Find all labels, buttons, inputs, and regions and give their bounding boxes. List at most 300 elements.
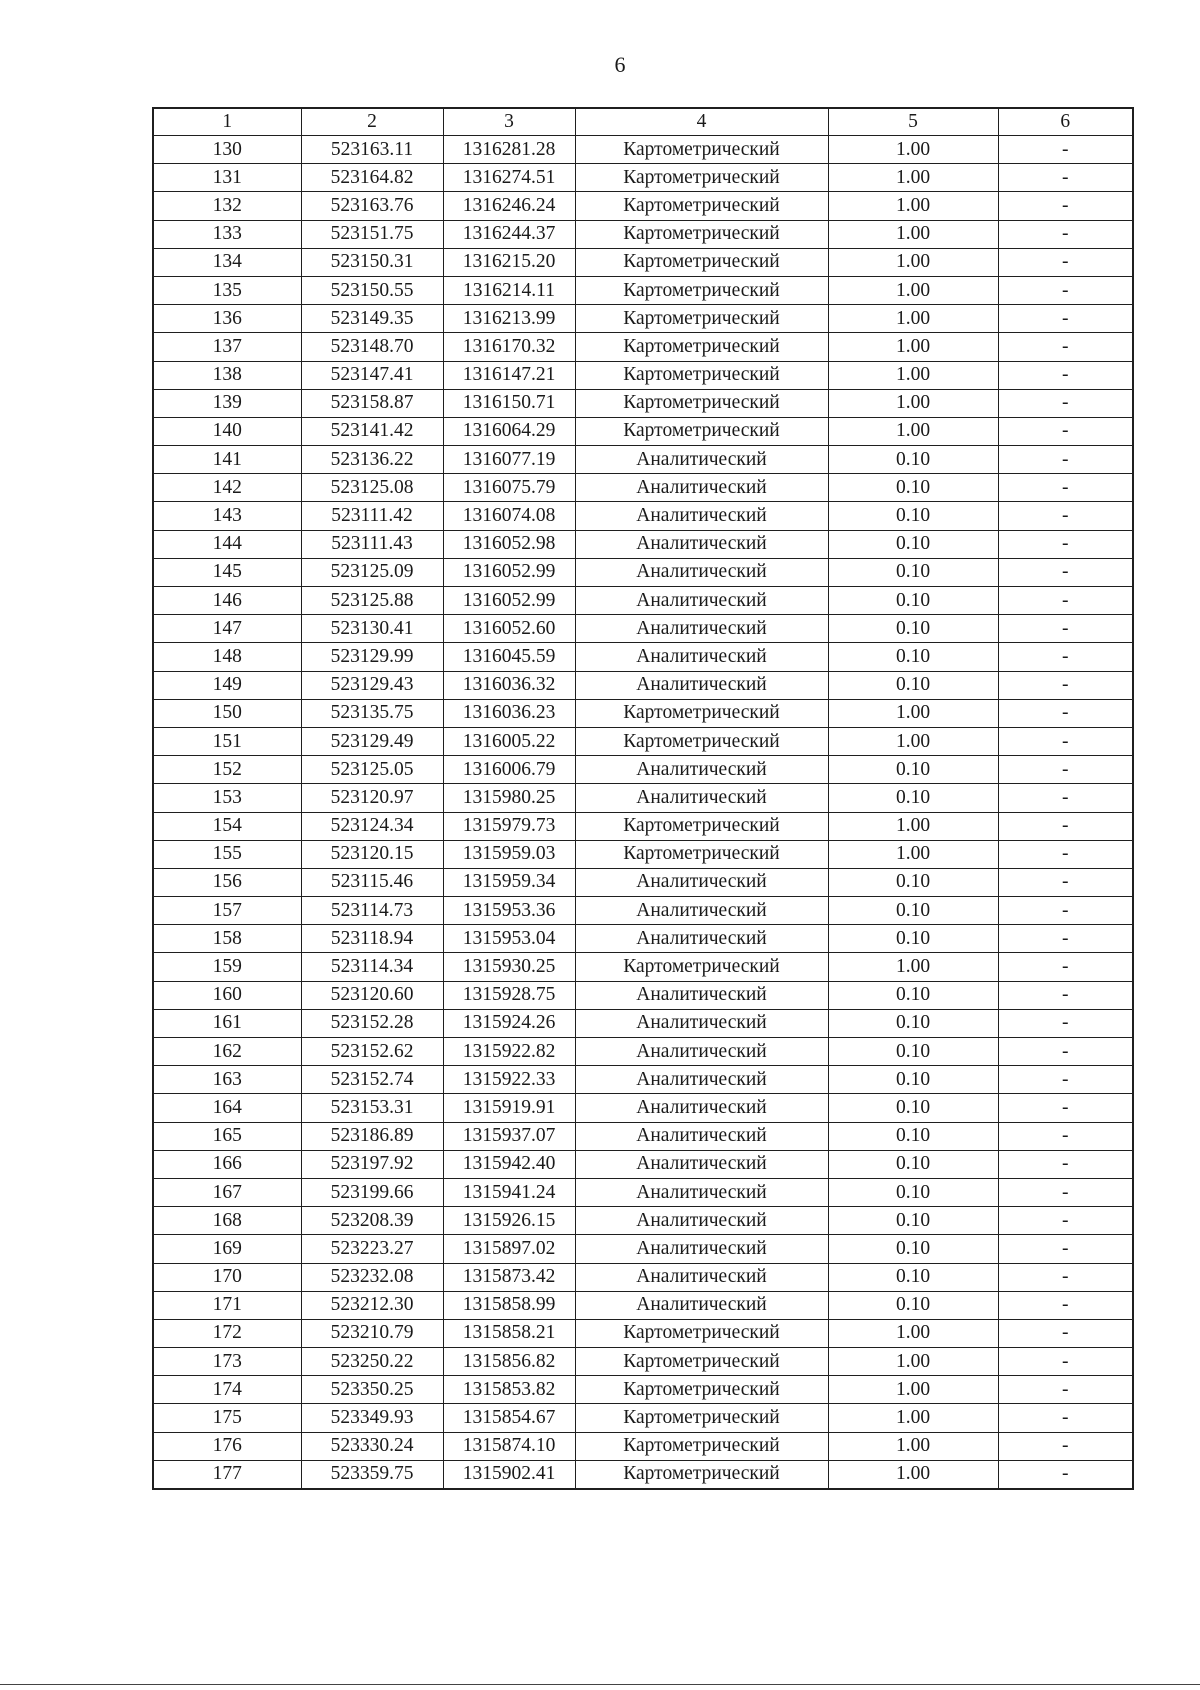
accuracy-cell: 0.10 xyxy=(828,671,998,699)
accuracy-cell: 1.00 xyxy=(828,333,998,361)
accuracy-cell: 0.10 xyxy=(828,587,998,615)
accuracy-cell: 1.00 xyxy=(828,840,998,868)
table-row xyxy=(153,276,1133,304)
extra-cell: - xyxy=(998,1291,1133,1319)
y-coordinate-cell: 1315922.82 xyxy=(443,1038,575,1066)
extra-cell: - xyxy=(998,756,1133,784)
x-coordinate-cell: 523350.25 xyxy=(301,1376,443,1404)
method-cell: Картометрический xyxy=(575,276,828,304)
table-row xyxy=(153,1038,1133,1066)
y-coordinate-cell: 1316170.32 xyxy=(443,333,575,361)
extra-cell: - xyxy=(998,502,1133,530)
x-coordinate-cell: 523151.75 xyxy=(301,220,443,248)
extra-cell: - xyxy=(998,1404,1133,1432)
method-cell: Аналитический xyxy=(575,558,828,586)
x-coordinate-cell: 523152.28 xyxy=(301,1009,443,1037)
table-row xyxy=(153,727,1133,755)
coordinates-table-container xyxy=(152,107,1132,1490)
method-cell: Аналитический xyxy=(575,981,828,1009)
accuracy-cell: 0.10 xyxy=(828,558,998,586)
extra-cell: - xyxy=(998,305,1133,333)
accuracy-cell: 1.00 xyxy=(828,361,998,389)
point-number-cell: 161 xyxy=(153,1009,301,1037)
page-number: 6 xyxy=(614,52,626,77)
column-header-6: 6 xyxy=(998,108,1133,136)
footer-rule xyxy=(0,1684,1200,1685)
extra-cell: - xyxy=(998,417,1133,445)
accuracy-cell: 1.00 xyxy=(828,1460,998,1489)
accuracy-cell: 1.00 xyxy=(828,1432,998,1460)
extra-cell: - xyxy=(998,699,1133,727)
extra-cell: - xyxy=(998,1263,1133,1291)
point-number-cell: 132 xyxy=(153,192,301,220)
point-number-cell: 167 xyxy=(153,1178,301,1206)
extra-cell: - xyxy=(998,1066,1133,1094)
method-cell: Картометрический xyxy=(575,1404,828,1432)
y-coordinate-cell: 1315897.02 xyxy=(443,1235,575,1263)
method-cell: Аналитический xyxy=(575,1235,828,1263)
method-cell: Аналитический xyxy=(575,897,828,925)
extra-cell: - xyxy=(998,671,1133,699)
table-row xyxy=(153,671,1133,699)
table-body xyxy=(153,136,1133,1490)
accuracy-cell: 1.00 xyxy=(828,164,998,192)
accuracy-cell: 0.10 xyxy=(828,981,998,1009)
y-coordinate-cell: 1316036.32 xyxy=(443,671,575,699)
table-row xyxy=(153,389,1133,417)
table-row xyxy=(153,333,1133,361)
x-coordinate-cell: 523115.46 xyxy=(301,868,443,896)
table-row xyxy=(153,699,1133,727)
x-coordinate-cell: 523120.97 xyxy=(301,784,443,812)
y-coordinate-cell: 1316074.08 xyxy=(443,502,575,530)
point-number-cell: 176 xyxy=(153,1432,301,1460)
table-row xyxy=(153,1404,1133,1432)
extra-cell: - xyxy=(998,474,1133,502)
accuracy-cell: 1.00 xyxy=(828,248,998,276)
accuracy-cell: 1.00 xyxy=(828,1319,998,1347)
x-coordinate-cell: 523158.87 xyxy=(301,389,443,417)
x-coordinate-cell: 523349.93 xyxy=(301,1404,443,1432)
method-cell: Аналитический xyxy=(575,615,828,643)
x-coordinate-cell: 523129.43 xyxy=(301,671,443,699)
table-row xyxy=(153,1150,1133,1178)
table-header-row xyxy=(153,108,1133,136)
point-number-cell: 133 xyxy=(153,220,301,248)
method-cell: Аналитический xyxy=(575,1094,828,1122)
y-coordinate-cell: 1315856.82 xyxy=(443,1348,575,1376)
x-coordinate-cell: 523130.41 xyxy=(301,615,443,643)
table-row xyxy=(153,868,1133,896)
point-number-cell: 142 xyxy=(153,474,301,502)
method-cell: Аналитический xyxy=(575,474,828,502)
table-row xyxy=(153,558,1133,586)
method-cell: Картометрический xyxy=(575,164,828,192)
point-number-cell: 166 xyxy=(153,1150,301,1178)
x-coordinate-cell: 523125.08 xyxy=(301,474,443,502)
accuracy-cell: 0.10 xyxy=(828,1291,998,1319)
y-coordinate-cell: 1316213.99 xyxy=(443,305,575,333)
accuracy-cell: 0.10 xyxy=(828,530,998,558)
x-coordinate-cell: 523163.11 xyxy=(301,136,443,164)
point-number-cell: 157 xyxy=(153,897,301,925)
table-row xyxy=(153,615,1133,643)
x-coordinate-cell: 523147.41 xyxy=(301,361,443,389)
x-coordinate-cell: 523141.42 xyxy=(301,417,443,445)
table-row xyxy=(153,361,1133,389)
table-row xyxy=(153,248,1133,276)
point-number-cell: 135 xyxy=(153,276,301,304)
accuracy-cell: 0.10 xyxy=(828,1263,998,1291)
extra-cell: - xyxy=(998,1460,1133,1489)
extra-cell: - xyxy=(998,192,1133,220)
accuracy-cell: 1.00 xyxy=(828,1404,998,1432)
y-coordinate-cell: 1315874.10 xyxy=(443,1432,575,1460)
table-row xyxy=(153,530,1133,558)
point-number-cell: 158 xyxy=(153,925,301,953)
method-cell: Аналитический xyxy=(575,502,828,530)
y-coordinate-cell: 1316246.24 xyxy=(443,192,575,220)
x-coordinate-cell: 523250.22 xyxy=(301,1348,443,1376)
y-coordinate-cell: 1315858.99 xyxy=(443,1291,575,1319)
y-coordinate-cell: 1315902.41 xyxy=(443,1460,575,1489)
table-row xyxy=(153,756,1133,784)
table-row xyxy=(153,812,1133,840)
point-number-cell: 147 xyxy=(153,615,301,643)
point-number-cell: 175 xyxy=(153,1404,301,1432)
y-coordinate-cell: 1315858.21 xyxy=(443,1319,575,1347)
y-coordinate-cell: 1315953.04 xyxy=(443,925,575,953)
point-number-cell: 169 xyxy=(153,1235,301,1263)
accuracy-cell: 0.10 xyxy=(828,1038,998,1066)
y-coordinate-cell: 1315853.82 xyxy=(443,1376,575,1404)
x-coordinate-cell: 523164.82 xyxy=(301,164,443,192)
extra-cell: - xyxy=(998,1122,1133,1150)
point-number-cell: 164 xyxy=(153,1094,301,1122)
x-coordinate-cell: 523129.49 xyxy=(301,727,443,755)
table-row xyxy=(153,1094,1133,1122)
table-row xyxy=(153,1348,1133,1376)
method-cell: Картометрический xyxy=(575,953,828,981)
coordinates-table xyxy=(152,107,1134,1490)
table-row xyxy=(153,502,1133,530)
point-number-cell: 153 xyxy=(153,784,301,812)
accuracy-cell: 0.10 xyxy=(828,1178,998,1206)
extra-cell: - xyxy=(998,248,1133,276)
extra-cell: - xyxy=(998,868,1133,896)
accuracy-cell: 0.10 xyxy=(828,474,998,502)
x-coordinate-cell: 523153.31 xyxy=(301,1094,443,1122)
accuracy-cell: 1.00 xyxy=(828,276,998,304)
method-cell: Картометрический xyxy=(575,1376,828,1404)
x-coordinate-cell: 523114.34 xyxy=(301,953,443,981)
method-cell: Картометрический xyxy=(575,389,828,417)
y-coordinate-cell: 1316244.37 xyxy=(443,220,575,248)
point-number-cell: 174 xyxy=(153,1376,301,1404)
point-number-cell: 149 xyxy=(153,671,301,699)
point-number-cell: 134 xyxy=(153,248,301,276)
x-coordinate-cell: 523125.05 xyxy=(301,756,443,784)
method-cell: Картометрический xyxy=(575,1348,828,1376)
point-number-cell: 130 xyxy=(153,136,301,164)
extra-cell: - xyxy=(998,276,1133,304)
y-coordinate-cell: 1316214.11 xyxy=(443,276,575,304)
y-coordinate-cell: 1315980.25 xyxy=(443,784,575,812)
point-number-cell: 152 xyxy=(153,756,301,784)
point-number-cell: 168 xyxy=(153,1207,301,1235)
table-row xyxy=(153,192,1133,220)
extra-cell: - xyxy=(998,897,1133,925)
point-number-cell: 140 xyxy=(153,417,301,445)
y-coordinate-cell: 1315941.24 xyxy=(443,1178,575,1206)
point-number-cell: 156 xyxy=(153,868,301,896)
y-coordinate-cell: 1316281.28 xyxy=(443,136,575,164)
accuracy-cell: 0.10 xyxy=(828,897,998,925)
method-cell: Картометрический xyxy=(575,840,828,868)
accuracy-cell: 1.00 xyxy=(828,953,998,981)
x-coordinate-cell: 523163.76 xyxy=(301,192,443,220)
y-coordinate-cell: 1316052.99 xyxy=(443,587,575,615)
method-cell: Аналитический xyxy=(575,1291,828,1319)
x-coordinate-cell: 523118.94 xyxy=(301,925,443,953)
x-coordinate-cell: 523199.66 xyxy=(301,1178,443,1206)
y-coordinate-cell: 1316147.21 xyxy=(443,361,575,389)
point-number-cell: 131 xyxy=(153,164,301,192)
y-coordinate-cell: 1316274.51 xyxy=(443,164,575,192)
accuracy-cell: 1.00 xyxy=(828,1348,998,1376)
table-row xyxy=(153,1009,1133,1037)
x-coordinate-cell: 523186.89 xyxy=(301,1122,443,1150)
method-cell: Картометрический xyxy=(575,333,828,361)
accuracy-cell: 0.10 xyxy=(828,615,998,643)
table-row xyxy=(153,305,1133,333)
method-cell: Картометрический xyxy=(575,305,828,333)
x-coordinate-cell: 523208.39 xyxy=(301,1207,443,1235)
y-coordinate-cell: 1315953.36 xyxy=(443,897,575,925)
table-row xyxy=(153,417,1133,445)
x-coordinate-cell: 523136.22 xyxy=(301,446,443,474)
table-row xyxy=(153,136,1133,164)
point-number-cell: 154 xyxy=(153,812,301,840)
accuracy-cell: 1.00 xyxy=(828,812,998,840)
extra-cell: - xyxy=(998,333,1133,361)
x-coordinate-cell: 523210.79 xyxy=(301,1319,443,1347)
table-row xyxy=(153,840,1133,868)
x-coordinate-cell: 523212.30 xyxy=(301,1291,443,1319)
point-number-cell: 143 xyxy=(153,502,301,530)
point-number-cell: 145 xyxy=(153,558,301,586)
accuracy-cell: 1.00 xyxy=(828,417,998,445)
accuracy-cell: 0.10 xyxy=(828,1235,998,1263)
x-coordinate-cell: 523111.42 xyxy=(301,502,443,530)
table-row xyxy=(153,474,1133,502)
y-coordinate-cell: 1316052.99 xyxy=(443,558,575,586)
y-coordinate-cell: 1316077.19 xyxy=(443,446,575,474)
point-number-cell: 137 xyxy=(153,333,301,361)
y-coordinate-cell: 1315924.26 xyxy=(443,1009,575,1037)
extra-cell: - xyxy=(998,727,1133,755)
extra-cell: - xyxy=(998,1150,1133,1178)
column-header-1: 1 xyxy=(153,108,301,136)
y-coordinate-cell: 1316036.23 xyxy=(443,699,575,727)
extra-cell: - xyxy=(998,784,1133,812)
method-cell: Картометрический xyxy=(575,1432,828,1460)
point-number-cell: 159 xyxy=(153,953,301,981)
x-coordinate-cell: 523197.92 xyxy=(301,1150,443,1178)
method-cell: Аналитический xyxy=(575,868,828,896)
point-number-cell: 173 xyxy=(153,1348,301,1376)
x-coordinate-cell: 523111.43 xyxy=(301,530,443,558)
point-number-cell: 160 xyxy=(153,981,301,1009)
table-row xyxy=(153,1207,1133,1235)
y-coordinate-cell: 1315930.25 xyxy=(443,953,575,981)
extra-cell: - xyxy=(998,530,1133,558)
accuracy-cell: 0.10 xyxy=(828,1122,998,1150)
point-number-cell: 144 xyxy=(153,530,301,558)
extra-cell: - xyxy=(998,389,1133,417)
table-row xyxy=(153,1432,1133,1460)
table-row xyxy=(153,1376,1133,1404)
x-coordinate-cell: 523120.60 xyxy=(301,981,443,1009)
point-number-cell: 165 xyxy=(153,1122,301,1150)
table-row xyxy=(153,981,1133,1009)
y-coordinate-cell: 1316045.59 xyxy=(443,643,575,671)
x-coordinate-cell: 523150.55 xyxy=(301,276,443,304)
table-row xyxy=(153,1235,1133,1263)
y-coordinate-cell: 1316064.29 xyxy=(443,417,575,445)
point-number-cell: 163 xyxy=(153,1066,301,1094)
column-header-2: 2 xyxy=(301,108,443,136)
point-number-cell: 162 xyxy=(153,1038,301,1066)
point-number-cell: 155 xyxy=(153,840,301,868)
method-cell: Картометрический xyxy=(575,192,828,220)
method-cell: Аналитический xyxy=(575,1122,828,1150)
x-coordinate-cell: 523359.75 xyxy=(301,1460,443,1489)
point-number-cell: 148 xyxy=(153,643,301,671)
extra-cell: - xyxy=(998,1009,1133,1037)
accuracy-cell: 0.10 xyxy=(828,446,998,474)
point-number-cell: 138 xyxy=(153,361,301,389)
table-row xyxy=(153,220,1133,248)
method-cell: Картометрический xyxy=(575,812,828,840)
extra-cell: - xyxy=(998,1376,1133,1404)
x-coordinate-cell: 523152.62 xyxy=(301,1038,443,1066)
x-coordinate-cell: 523149.35 xyxy=(301,305,443,333)
y-coordinate-cell: 1315937.07 xyxy=(443,1122,575,1150)
extra-cell: - xyxy=(998,1094,1133,1122)
y-coordinate-cell: 1315928.75 xyxy=(443,981,575,1009)
method-cell: Картометрический xyxy=(575,136,828,164)
extra-cell: - xyxy=(998,136,1133,164)
y-coordinate-cell: 1316006.79 xyxy=(443,756,575,784)
y-coordinate-cell: 1315922.33 xyxy=(443,1066,575,1094)
x-coordinate-cell: 523124.34 xyxy=(301,812,443,840)
method-cell: Аналитический xyxy=(575,1038,828,1066)
x-coordinate-cell: 523125.09 xyxy=(301,558,443,586)
x-coordinate-cell: 523223.27 xyxy=(301,1235,443,1263)
table-row xyxy=(153,953,1133,981)
extra-cell: - xyxy=(998,164,1133,192)
accuracy-cell: 1.00 xyxy=(828,727,998,755)
point-number-cell: 139 xyxy=(153,389,301,417)
accuracy-cell: 0.10 xyxy=(828,868,998,896)
x-coordinate-cell: 523152.74 xyxy=(301,1066,443,1094)
extra-cell: - xyxy=(998,1319,1133,1347)
y-coordinate-cell: 1315926.15 xyxy=(443,1207,575,1235)
point-number-cell: 172 xyxy=(153,1319,301,1347)
table-row xyxy=(153,897,1133,925)
y-coordinate-cell: 1315959.03 xyxy=(443,840,575,868)
accuracy-cell: 0.10 xyxy=(828,925,998,953)
table-row xyxy=(153,643,1133,671)
accuracy-cell: 0.10 xyxy=(828,1094,998,1122)
method-cell: Картометрический xyxy=(575,727,828,755)
accuracy-cell: 0.10 xyxy=(828,502,998,530)
accuracy-cell: 0.10 xyxy=(828,1207,998,1235)
method-cell: Аналитический xyxy=(575,1066,828,1094)
extra-cell: - xyxy=(998,1235,1133,1263)
extra-cell: - xyxy=(998,1038,1133,1066)
table-row xyxy=(153,164,1133,192)
extra-cell: - xyxy=(998,1432,1133,1460)
table-row xyxy=(153,1291,1133,1319)
accuracy-cell: 0.10 xyxy=(828,756,998,784)
accuracy-cell: 1.00 xyxy=(828,192,998,220)
table-row xyxy=(153,925,1133,953)
y-coordinate-cell: 1315942.40 xyxy=(443,1150,575,1178)
y-coordinate-cell: 1315873.42 xyxy=(443,1263,575,1291)
extra-cell: - xyxy=(998,615,1133,643)
x-coordinate-cell: 523135.75 xyxy=(301,699,443,727)
extra-cell: - xyxy=(998,1348,1133,1376)
method-cell: Картометрический xyxy=(575,1460,828,1489)
point-number-cell: 170 xyxy=(153,1263,301,1291)
accuracy-cell: 0.10 xyxy=(828,784,998,812)
method-cell: Аналитический xyxy=(575,1150,828,1178)
accuracy-cell: 0.10 xyxy=(828,1009,998,1037)
method-cell: Аналитический xyxy=(575,925,828,953)
column-header-5: 5 xyxy=(828,108,998,136)
extra-cell: - xyxy=(998,361,1133,389)
accuracy-cell: 1.00 xyxy=(828,699,998,727)
method-cell: Аналитический xyxy=(575,446,828,474)
table-row xyxy=(153,1263,1133,1291)
method-cell: Картометрический xyxy=(575,417,828,445)
y-coordinate-cell: 1316075.79 xyxy=(443,474,575,502)
method-cell: Аналитический xyxy=(575,1178,828,1206)
method-cell: Картометрический xyxy=(575,1319,828,1347)
point-number-cell: 141 xyxy=(153,446,301,474)
y-coordinate-cell: 1315919.91 xyxy=(443,1094,575,1122)
y-coordinate-cell: 1316215.20 xyxy=(443,248,575,276)
x-coordinate-cell: 523232.08 xyxy=(301,1263,443,1291)
x-coordinate-cell: 523129.99 xyxy=(301,643,443,671)
method-cell: Аналитический xyxy=(575,643,828,671)
y-coordinate-cell: 1315854.67 xyxy=(443,1404,575,1432)
extra-cell: - xyxy=(998,643,1133,671)
method-cell: Аналитический xyxy=(575,587,828,615)
method-cell: Аналитический xyxy=(575,530,828,558)
accuracy-cell: 1.00 xyxy=(828,136,998,164)
table-row xyxy=(153,784,1133,812)
x-coordinate-cell: 523125.88 xyxy=(301,587,443,615)
extra-cell: - xyxy=(998,812,1133,840)
y-coordinate-cell: 1316052.60 xyxy=(443,615,575,643)
method-cell: Аналитический xyxy=(575,756,828,784)
point-number-cell: 136 xyxy=(153,305,301,333)
accuracy-cell: 1.00 xyxy=(828,305,998,333)
x-coordinate-cell: 523114.73 xyxy=(301,897,443,925)
